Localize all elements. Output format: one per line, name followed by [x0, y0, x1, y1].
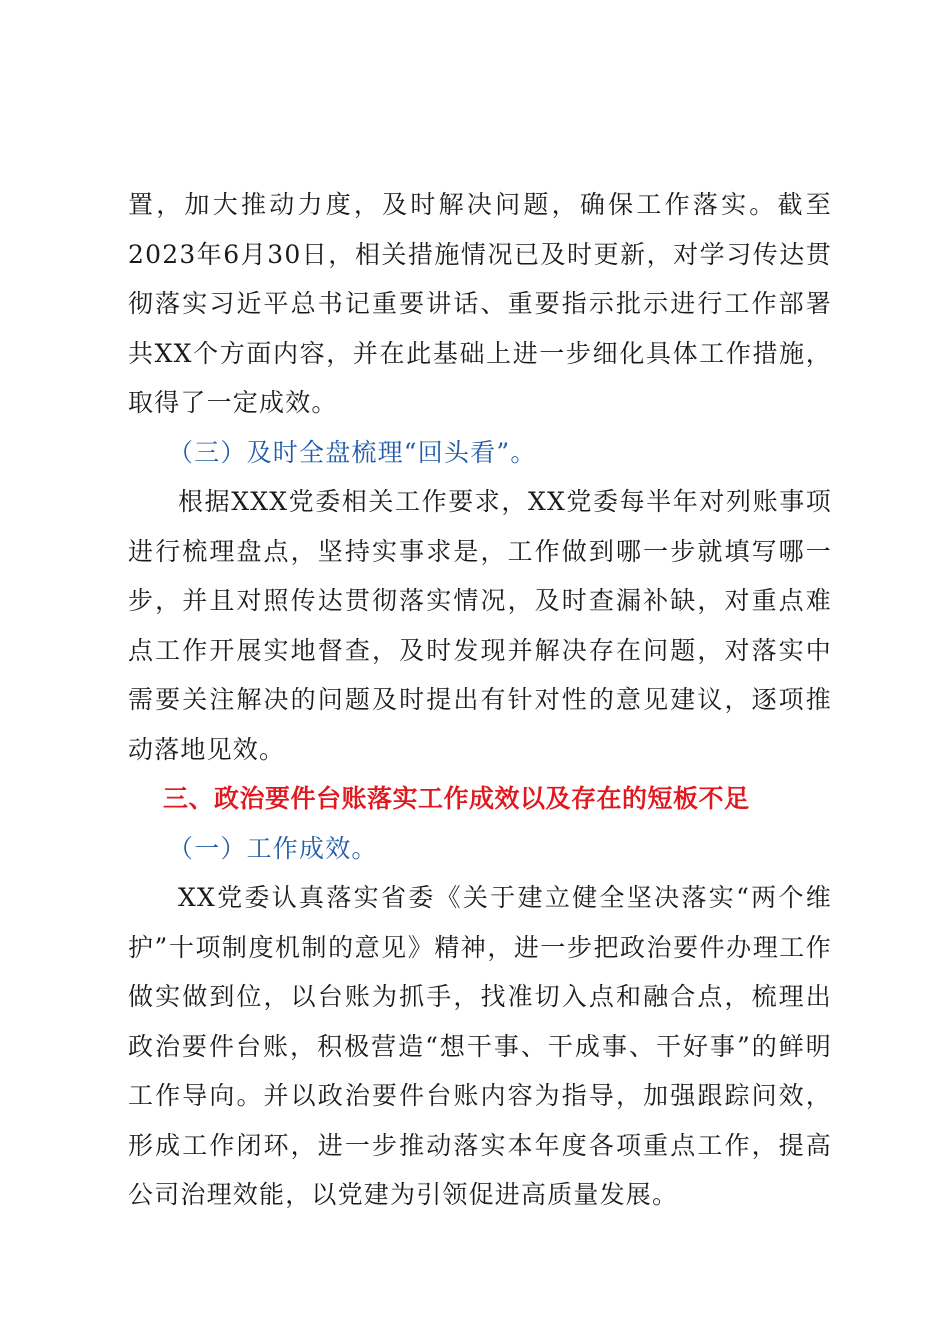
paragraph-review: 根据XXX党委相关工作要求，XX党委每半年对列账事项进行梳理盘点，坚持实事求是，工作做到哪一步就填写哪一步，并且对照传达贯彻落实情况，及时查漏补缺，对重点难点工作开展实地督查，及时发现并解决存在问题，对落实中需要关注解决的问题及时提出有针对性的意见建议，逐项推动落地见效。 [128, 487, 832, 764]
section-heading-3: 三、政治要件台账落实工作成效以及存在的短板不足 [163, 784, 750, 813]
document-page [128, 180, 832, 1220]
paragraph-results: XX党委认真落实省委《关于建立健全坚决落实“两个维护”十项制度机制的意见》精神，进一步把政治要件办理工作做实做到位，以台账为抓手，找准切入点和融合点，梳理出政治要件台账，积极营造“想干事、干成事、干好事”的鲜明工作导向。并以政治要件台账内容为指导，加强跟踪问效，形成工作闭环，进一步推动落实本年度各项重点工作，提高公司治理效能，以党建为引领促进高质量发展。 [128, 883, 832, 1209]
paragraph-continuation: 置，加大推动力度，及时解决问题，确保工作落实。截至2023年6月30日，相关措施情况已及时更新，对学习传达贯彻落实习近平总书记重要讲话、重要指示批示进行工作部署共XX个方面内容，并在此基础上进一步细化具体工作措施，取得了一定成效。 [128, 190, 832, 417]
subheading-results: （一）工作成效。 [168, 833, 378, 863]
subheading-review: （三）及时全盘梳理“回头看”。 [168, 437, 537, 467]
